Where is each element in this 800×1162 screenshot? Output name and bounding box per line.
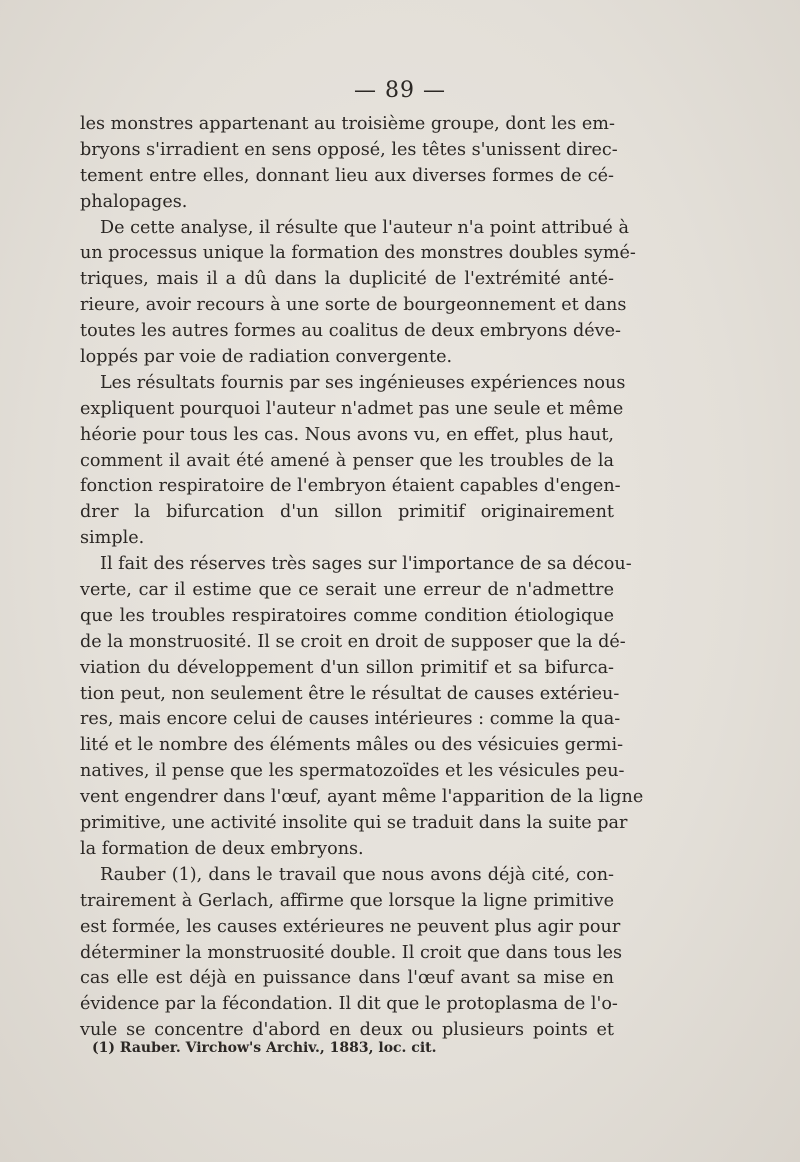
text-line: héorie pour tous les cas. Nous avons vu, en effet, plus haut, [80,424,614,445]
text-line: Les résultats fournis par ses ingénieuses expériences nous [100,372,626,393]
body-text [80,112,644,1044]
text-line: bryons s'irradient en sens opposé, les têtes s'unissent direc- [80,139,618,160]
text-line: déterminer la monstruosité double. Il croit que dans tous les [80,942,623,963]
text-line: res, mais encore celui de causes intérieures : comme la qua- [80,709,621,730]
text-line: la formation de deux embryons. [80,838,364,859]
text-line: tion peut, non seulement être le résultat de causes extérieu- [80,683,620,704]
text-line: phalopages. [80,191,188,212]
text-line: toutes les autres formes au coalitus de deux embryons déve- [80,321,621,342]
text-line: natives, il pense que les spermatozoïdes et les vésicules peu- [80,761,625,782]
text-line: expliquent pourquoi l'auteur n'admet pas une seule et même [80,398,624,419]
text-line: Rauber (1), dans le travail que nous avons déjà cité, con- [100,864,614,885]
text-line: viation du développement d'un sillon primitif et sa bifurca- [80,657,614,678]
text-line: verte, car il estime que ce serait une erreur de n'admettre [80,580,614,601]
text-line: de la monstruosité. Il se croit en droit de supposer que la dé- [80,631,626,652]
text-line: rieure, avoir recours à une sorte de bourgeonnement et dans [80,295,627,316]
text-line: trairement à Gerlach, affirme que lorsque la ligne primitive [80,890,614,911]
text-line: un processus unique la formation des monstres doubles symé- [80,243,636,264]
page-number: — 89 — [354,78,446,103]
footnote: (1) Rauber. Virchow's Archiv., 1883, loc. cit. [92,1040,437,1056]
text-line: fonction respiratoire de l'embryon étaient capables d'engen- [80,476,621,497]
text-line: que les troubles respiratoires comme condition étiologique [80,605,614,626]
text-line: cas elle est déjà en puissance dans l'œuf avant sa mise en [80,968,614,989]
text-line: est formée, les causes extérieures ne peuvent plus agir pour [80,916,621,937]
text-line: vule se concentre d'abord en deux ou plusieurs points et [80,1020,614,1041]
text-line: loppés par voie de radiation convergente. [80,347,453,368]
text-line: vent engendrer dans l'œuf, ayant même l'apparition de la ligne [80,787,644,808]
text-line: lité et le nombre des éléments mâles ou des vésicuies germi- [80,735,624,756]
text-line: simple. [80,528,145,549]
text-line: De cette analyse, il résulte que l'auteur n'a point attribué à [100,217,629,238]
text-line: comment il avait été amené à penser que les troubles de la [80,450,614,471]
text-line: tement entre elles, donnant lieu aux diverses formes de cé- [80,165,614,186]
text-line: Il fait des réserves très sages sur l'importance de sa décou- [100,554,632,575]
text-line: triques, mais il a dû dans la duplicité de l'extrémité anté- [80,269,614,290]
text-line: les monstres appartenant au troisième groupe, dont les em- [80,114,615,134]
text-line: évidence par la fécondation. Il dit que le protoplasma de l'o- [80,994,618,1015]
text-line: primitive, une activité insolite qui se traduit dans la suite par [80,813,628,834]
text-line: drer la bifurcation d'un sillon primitif originairement [80,502,614,523]
